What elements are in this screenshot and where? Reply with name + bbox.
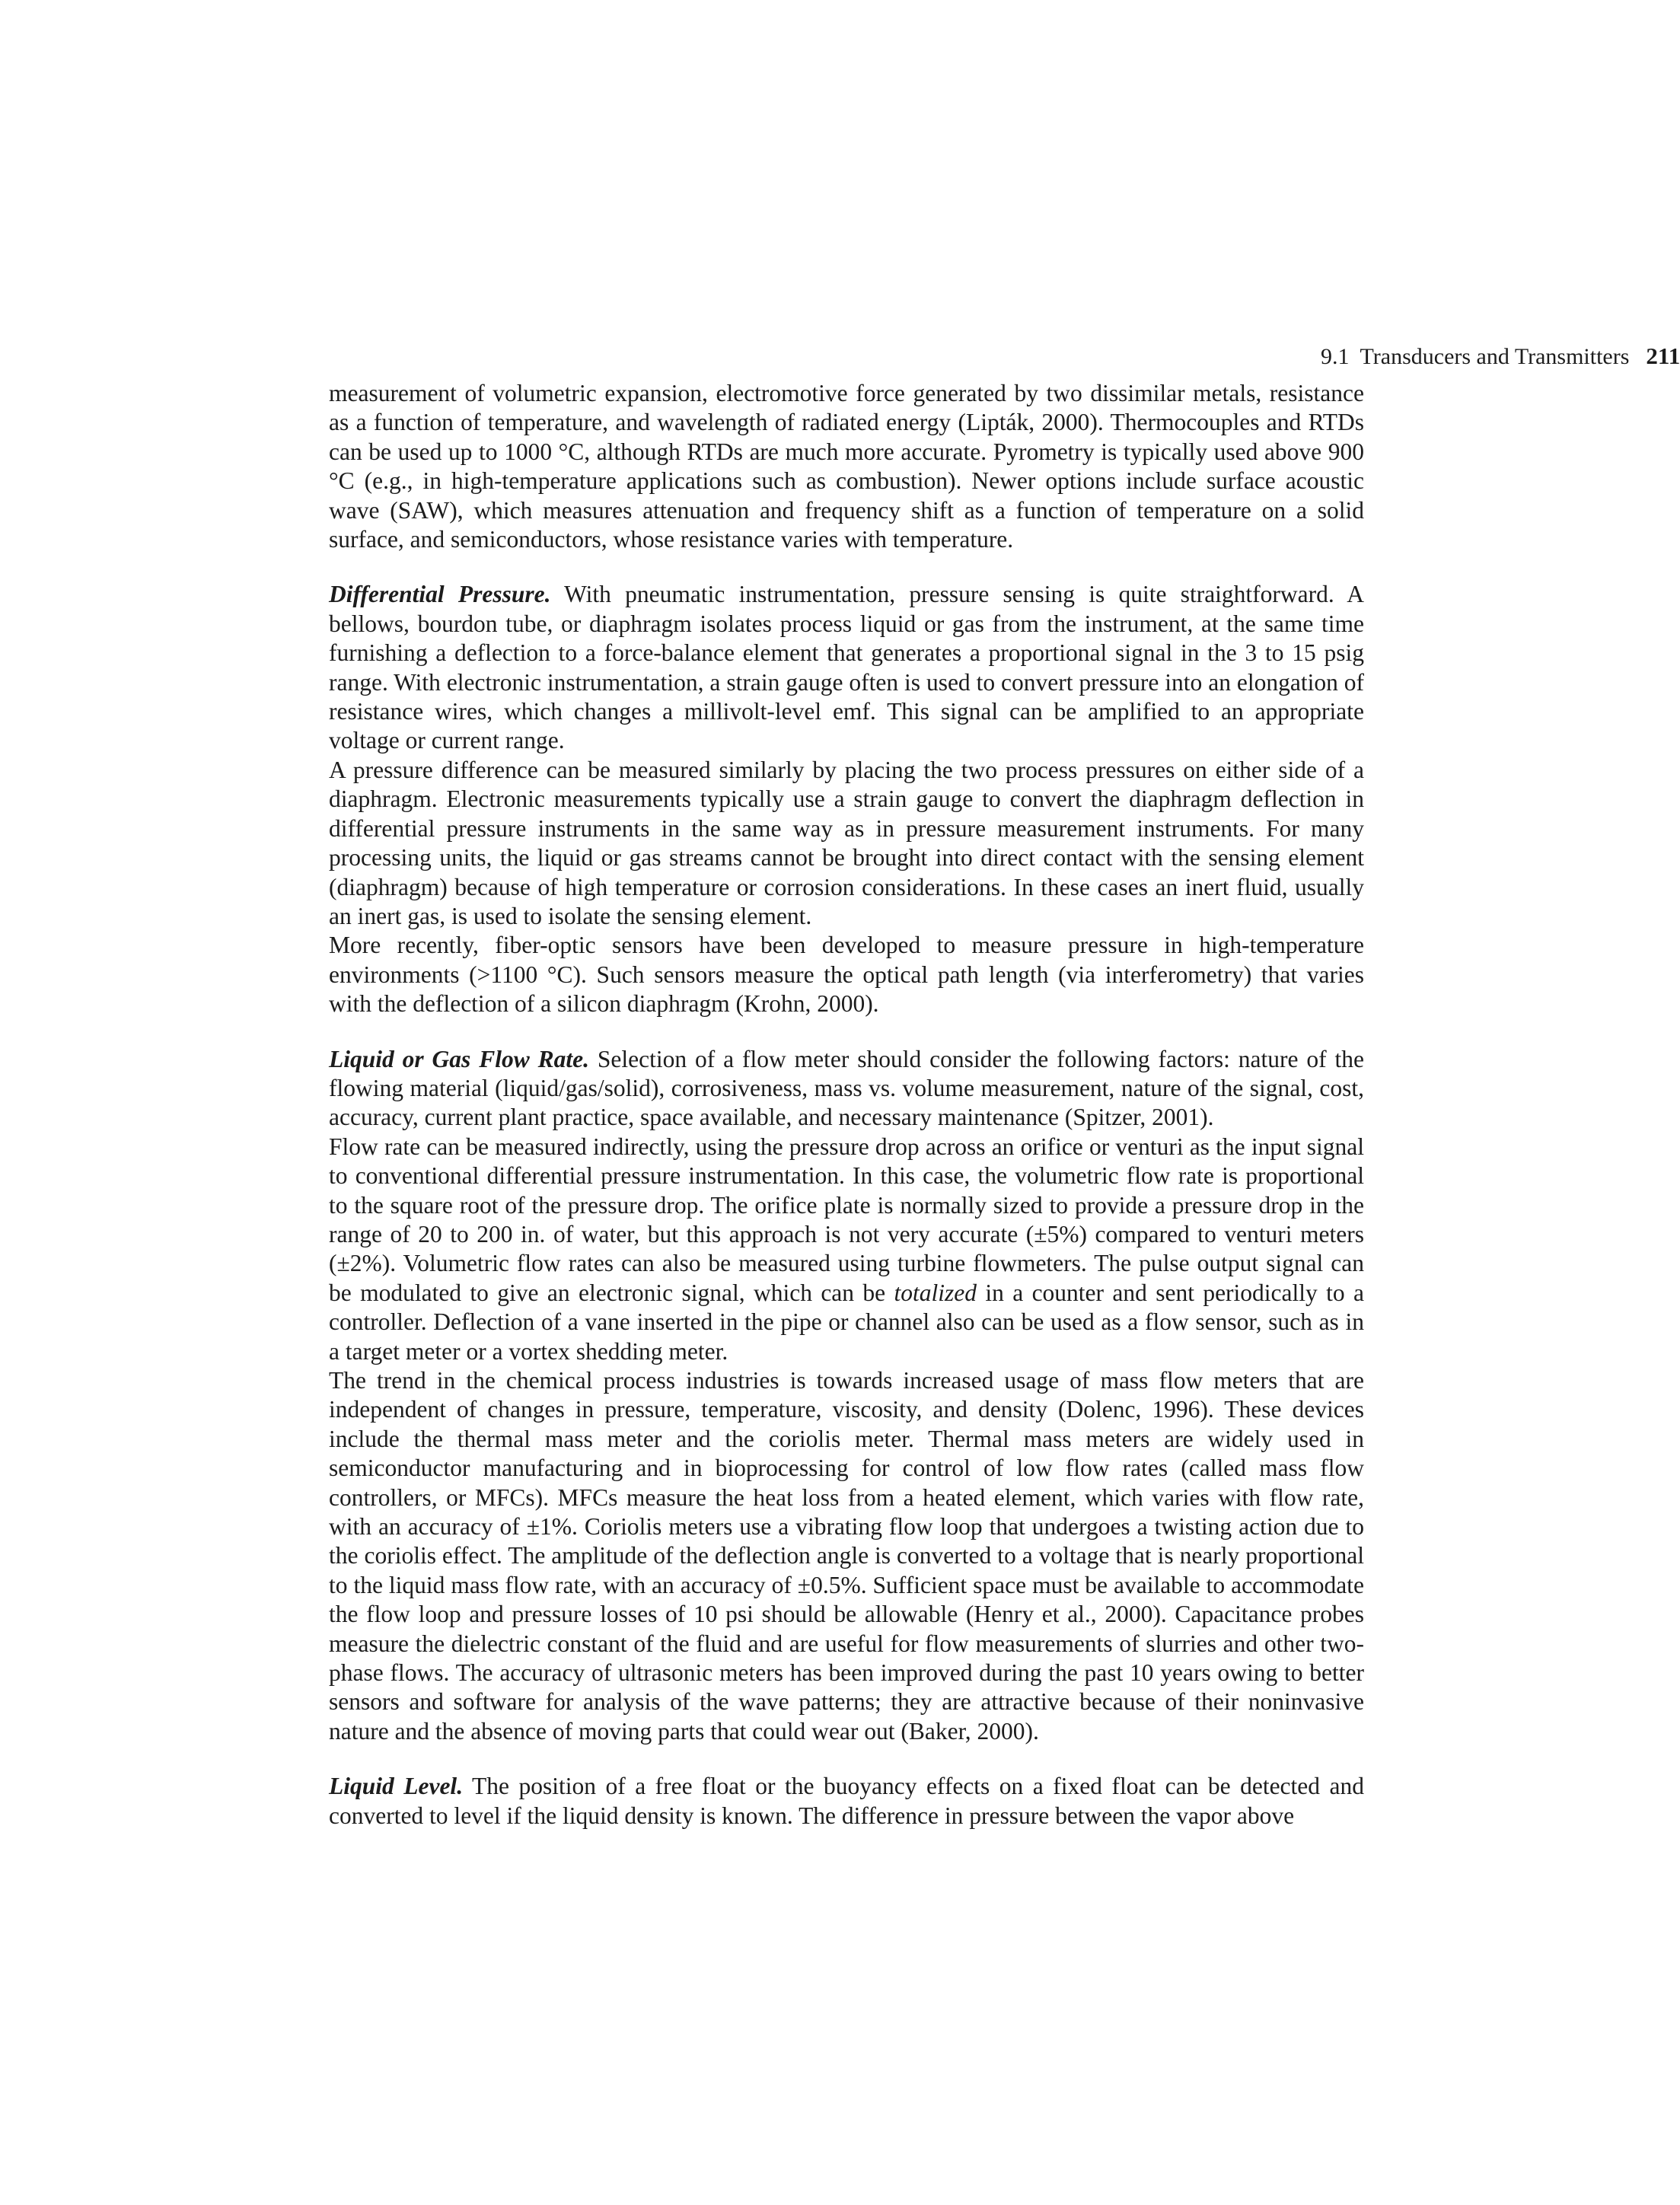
- flow-rate-heading: Liquid or Gas Flow Rate.: [329, 1045, 589, 1072]
- differential-pressure-paragraph-2: A pressure difference can be measured similarly by placing the two process pressures on either side of a diaphragm. Electronic measurements typically use a strain gauge to convert the diaphragm deflection in differential pressure instruments in the same way as in pressure measurement instruments. For many processing units, the liquid or gas streams cannot be brought into direct contact with the sensing element (diaphragm) because of high temperature or corrosion considerations. In these cases an inert fluid, usually an inert gas, is used to isolate the sensing element.: [329, 756, 1364, 929]
- page-number: 211: [1646, 343, 1680, 369]
- flow-rate-text-2a: Flow rate can be measured indirectly, using the pressure drop across an orifice or venturi as the input signal to conventional differential pressure instrumentation. In this case, the volumetric flow rate is proportional to the square root of the pressure drop. The orifice plate is normally sized to provide a pressure drop in the range of 20 to 200 in. of water, but this approach is not very accurate (±5%) compared to venturi meters (±2%). Volumetric flow rates can also be measured using turbine flowmeters. The pulse output signal can be modulated to give an electronic signal, which can be: [329, 1133, 1364, 1306]
- flow-rate-text-2b: in a counter and sent periodically to a controller. Deflection of a vane inserted in the pipe or channel also can be used as a flow sensor, such as in a target meter or a vortex shedding meter.: [329, 1279, 1364, 1365]
- body-text: [329, 379, 1364, 1831]
- liquid-level-heading: Liquid Level.: [329, 1773, 464, 1800]
- flow-rate-text-1: Selection of a flow meter should consider the following factors: nature of the flowing material (liquid/gas/solid), corrosiveness, mass vs. volume measurement, nature of the signal, cost, accuracy, current plant practice, space available, and necessary maintenance (Spitzer, 2001).: [329, 1045, 1365, 1131]
- intro-paragraph: measurement of volumetric expansion, electromotive force generated by two dissimilar metals, resistance as a function of temperature, and wavelength of radiated energy (Lipták, 2000). Thermocouples and RTDs can be used up to 1000 °C, although RTDs are much more accurate. Pyrometry is typically used above 900 °C (e.g., in high-temperature applications such as combustion). Newer options include surface acoustic wave (SAW), which measures attenuation and frequency shift as a function of temperature on a solid surface, and semiconductors, whose resistance varies with temperature.: [329, 380, 1364, 553]
- differential-pressure-paragraph-1: [329, 580, 1364, 755]
- running-head-title: Transducers and Transmitters: [1360, 344, 1630, 369]
- liquid-level-paragraph-1: [329, 1772, 1364, 1831]
- flow-rate-paragraph-2: [329, 1133, 1364, 1366]
- flow-rate-paragraph-3: The trend in the chemical process industries is towards increased usage of mass flow meters that are independent of changes in pressure, temperature, viscosity, and density (Dolenc, 1996). These devices include the thermal mass meter and the coriolis meter. Thermal mass meters are widely used in semiconductor manufacturing and in bioprocessing for control of low flow rates (called mass flow controllers, or MFCs). MFCs measure the heat loss from a heated element, which varies with flow rate, with an accuracy of ±1%. Coriolis meters use a vibrating flow loop that undergoes a twisting action due to the coriolis effect. The amplitude of the deflection angle is converted to a voltage that is nearly proportional to the liquid mass flow rate, with an accuracy of ±0.5%. Sufficient space must be available to accommodate the flow loop and pressure losses of 10 psi should be allowable (Henry et al., 2000). Capacitance probes measure the dielectric constant of the fluid and are useful for flow measurements of slurries and other two-phase flows. The accuracy of ultrasonic meters has been improved during the past 10 years owing to better sensors and software for analysis of the wave patterns; they are attractive because of their noninvasive nature and the absence of moving parts that could wear out (Baker, 2000).: [329, 1367, 1364, 1745]
- running-head: [1321, 341, 1680, 372]
- differential-pressure-heading: Differential Pressure.: [329, 581, 551, 608]
- liquid-level-text-1: The position of a free float or the buoyancy effects on a fixed float can be detected and converted to level if the liquid density is known. The difference in pressure between the vapor above: [329, 1773, 1364, 1829]
- section-number: 9.1: [1321, 344, 1350, 369]
- totalized-emphasis: totalized: [894, 1279, 977, 1306]
- differential-pressure-text-1: With pneumatic instrumentation, pressure sensing is quite straightforward. A bellows, bourdon tube, or diaphragm isolates process liquid or gas from the instrument, at the same time furnishing a deflection to a force-balance element that generates a proportional signal in the 3 to 15 psig range. With electronic instrumentation, a strain gauge often is used to convert pressure into an elongation of resistance wires, which changes a millivolt-level emf. This signal can be amplified to an appropriate voltage or current range.: [329, 581, 1364, 754]
- flow-rate-paragraph-1: [329, 1045, 1364, 1133]
- differential-pressure-paragraph-3: More recently, fiber-optic sensors have been developed to measure pressure in high-temperature environments (>1100 °C). Such sensors measure the optical path length (via interferometry) that varies with the deflection of a silicon diaphragm (Krohn, 2000).: [329, 932, 1364, 1018]
